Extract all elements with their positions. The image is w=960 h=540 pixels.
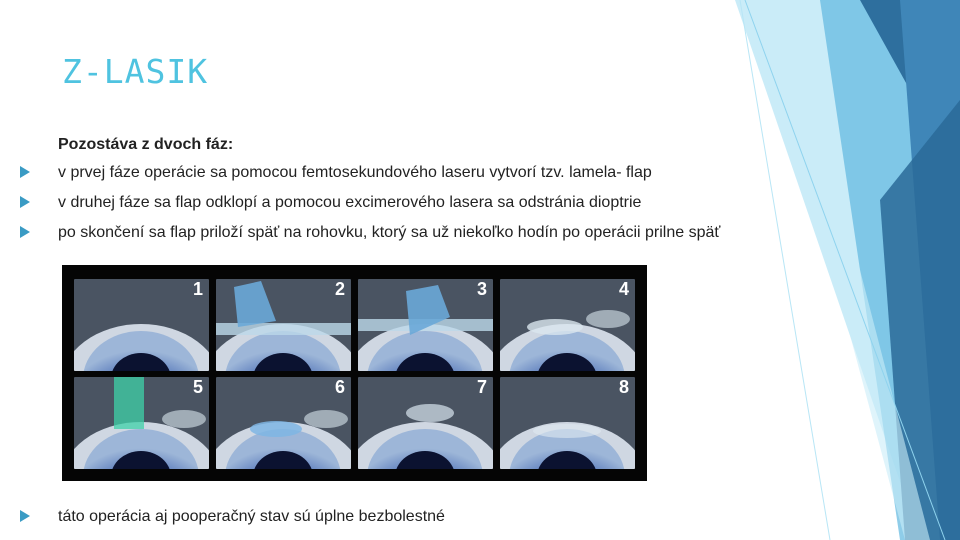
bullet-text: v prvej fáze operácie sa pomocou femtosekundového laseru vytvorí tzv. lamela- flap [58,164,652,181]
bullet-item [20,224,720,242]
panel-number: 7 [476,377,487,397]
procedure-panel-6 [216,377,351,469]
bullet-text: táto operácia aj pooperačný stav sú úplne bezbolestné [58,508,445,525]
triangle-right-icon [20,510,30,522]
bullet-item [20,194,641,212]
panel-number: 1 [192,279,203,299]
panel-number: 4 [618,279,629,299]
triangle-right-icon [20,196,30,208]
procedure-panel-7 [358,377,493,469]
lasik-procedure-figure [62,265,647,481]
panel-number: 2 [334,279,345,299]
triangle-right-icon [20,226,30,238]
procedure-panel-1 [74,279,209,371]
procedure-panel-4 [500,279,635,371]
triangle-right-icon [20,166,30,178]
panel-number: 5 [192,377,203,397]
procedure-panel-3 [358,279,493,371]
panel-number: 8 [618,377,629,397]
procedure-panel-8 [500,377,635,469]
bullet-text: po skončení sa flap priloží späť na rohovku, ktorý sa už niekoľko hodín po operácii prilne späť [58,224,721,241]
intro-text: Pozostáva z dvoch fáz: [58,136,234,153]
bullet-item [20,508,445,526]
panel-number: 3 [476,279,487,299]
procedure-panel-2 [216,279,351,371]
procedure-panel-5 [74,377,209,469]
bullet-item [20,164,652,182]
bullet-text: v druhej fáze sa flap odklopí a pomocou excimerového lasera sa odstránia dioptrie [58,194,642,211]
slide-title: Z-LASIK [62,52,209,91]
panel-number: 6 [334,377,345,397]
